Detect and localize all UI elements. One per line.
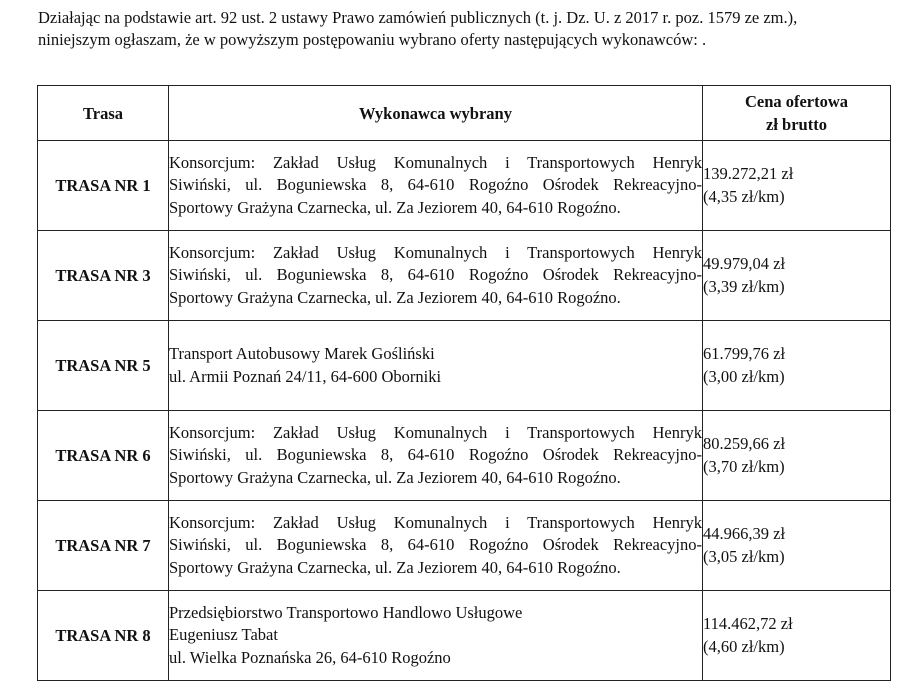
contractor-cell	[169, 321, 703, 411]
price-total: 61.799,76 zł	[703, 344, 786, 363]
contractor-line: Eugeniusz Tabat	[169, 625, 278, 645]
price-per-km: (3,70 zł/km)	[703, 456, 785, 476]
intro-line-2: niniejszym ogłaszam, że w powyższym postępowaniu wybrano oferty następujących wykonawców: .	[38, 30, 707, 49]
table-row	[38, 501, 891, 591]
contractor-line: Sportowy Grażyna Czarnecka, ul. Za Jeziorem 40, 64-610 Rogoźno.	[169, 287, 621, 307]
price-per-km: (4,35 zł/km)	[703, 186, 785, 206]
route-cell: TRASA NR 3	[38, 231, 169, 321]
price-total: 44.966,39 zł	[703, 524, 786, 543]
table-row	[38, 321, 891, 411]
price-cell	[703, 501, 891, 591]
header-contractor: Wykonawca wybrany	[169, 86, 703, 141]
header-price	[703, 86, 891, 141]
price-cell	[703, 321, 891, 411]
contractor-line: ul. Wielka Poznańska 26, 64-610 Rogoźno	[169, 647, 451, 667]
price-per-km: (3,00 zł/km)	[703, 366, 785, 386]
contractor-line: Siwiński, ul. Boguniewska 8, 64-610 Rogoźno Ośrodek Rekreacyjno-	[169, 265, 702, 285]
contractor-cell	[169, 411, 703, 501]
table-row	[38, 141, 891, 231]
table-row	[38, 231, 891, 321]
price-per-km: (3,39 zł/km)	[703, 276, 785, 296]
contractor-cell	[169, 501, 703, 591]
table-row	[38, 591, 891, 681]
intro-line-1: Działając na podstawie art. 92 ust. 2 ustawy Prawo zamówień publicznych (t. j. Dz. U. z 2017 r. poz. 1579 ze zm.),	[38, 8, 798, 27]
contractor-line: Konsorcjum: Zakład Usług Komunalnych i Transportowych Henryk	[169, 152, 702, 172]
table-header-row	[38, 86, 891, 141]
contractor-line: Siwiński, ul. Boguniewska 8, 64-610 Rogoźno Ośrodek Rekreacyjno-	[169, 445, 702, 465]
route-cell: TRASA NR 7	[38, 501, 169, 591]
price-total: 80.259,66 zł	[703, 434, 786, 453]
intro-paragraph	[38, 7, 918, 51]
route-cell: TRASA NR 1	[38, 141, 169, 231]
contractor-line: Konsorcjum: Zakład Usług Komunalnych i Transportowych Henryk	[169, 422, 702, 442]
price-cell	[703, 411, 891, 501]
contractor-line: Konsorcjum: Zakład Usług Komunalnych i Transportowych Henryk	[169, 242, 702, 262]
price-total: 139.272,21 zł	[703, 164, 794, 183]
contractor-line: Siwiński, ul. Boguniewska 8, 64-610 Rogoźno Ośrodek Rekreacyjno-	[169, 175, 702, 195]
contractor-cell	[169, 231, 703, 321]
header-price-line2: zł brutto	[766, 115, 827, 134]
contractor-line: Sportowy Grażyna Czarnecka, ul. Za Jeziorem 40, 64-610 Rogoźno.	[169, 467, 621, 487]
contractor-line: ul. Armii Poznań 24/11, 64-600 Oborniki	[169, 366, 442, 386]
price-total: 114.462,72 zł	[703, 614, 793, 633]
contractor-line: Siwiński, ul. Boguniewska 8, 64-610 Rogoźno Ośrodek Rekreacyjno-	[169, 535, 702, 555]
route-cell: TRASA NR 8	[38, 591, 169, 681]
header-price-line1: Cena ofertowa	[744, 92, 849, 111]
price-per-km: (4,60 zł/km)	[703, 636, 785, 656]
table-row	[38, 411, 891, 501]
contractor-cell	[169, 141, 703, 231]
route-cell: TRASA NR 5	[38, 321, 169, 411]
contractor-line: Konsorcjum: Zakład Usług Komunalnych i Transportowych Henryk	[169, 512, 702, 532]
price-cell	[703, 141, 891, 231]
header-route: Trasa	[38, 86, 169, 141]
contractor-line: Transport Autobusowy Marek Gośliński	[169, 344, 435, 363]
price-cell	[703, 231, 891, 321]
route-cell: TRASA NR 6	[38, 411, 169, 501]
contractor-line: Sportowy Grażyna Czarnecka, ul. Za Jeziorem 40, 64-610 Rogoźno.	[169, 197, 621, 217]
price-cell	[703, 591, 891, 681]
price-per-km: (3,05 zł/km)	[703, 546, 785, 566]
price-total: 49.979,04 zł	[703, 254, 786, 273]
contractor-cell	[169, 591, 703, 681]
contractor-line: Przedsiębiorstwo Transportowo Handlowo Usługowe	[169, 602, 523, 622]
contractor-line: Sportowy Grażyna Czarnecka, ul. Za Jeziorem 40, 64-610 Rogoźno.	[169, 557, 621, 577]
selected-offers-table	[37, 85, 891, 681]
